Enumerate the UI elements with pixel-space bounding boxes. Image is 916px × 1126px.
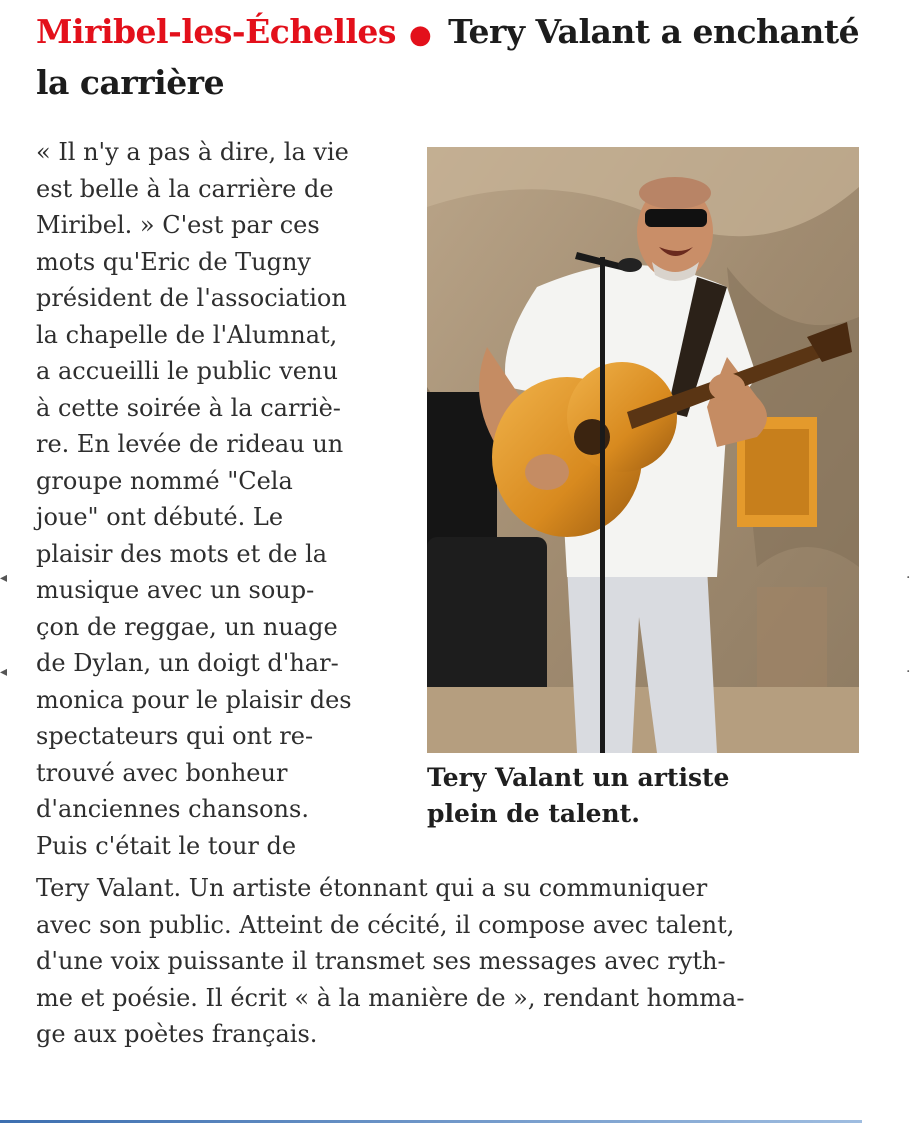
body-line: groupe nommé "Cela [36, 466, 293, 495]
cut-mark: · [906, 664, 911, 680]
body-line: monica pour le plaisir des [36, 685, 352, 714]
body-line: « Il n'y a pas à dire, la vie [36, 138, 349, 166]
body-line: plaisir des mots et de la [36, 539, 328, 568]
headline-bullet: ● [408, 20, 432, 50]
body-line: me et poésie. Il écrit « à la manière de », rendant homma- [36, 983, 745, 1012]
body-line: Puis c'était le tour de [36, 831, 297, 860]
headline-title-line2: la carrière [36, 63, 225, 102]
caption-line1: Tery Valant un artiste [427, 763, 730, 792]
headline [36, 8, 896, 107]
body-line: Tery Valant. Un artiste étonnant qui a su communiquer [36, 874, 708, 902]
body-line: est belle à la carrière de [36, 174, 334, 203]
body-line: joue" ont débuté. Le [36, 503, 284, 531]
body-line: d'anciennes chansons. [36, 795, 309, 823]
body-line: re. En levée de rideau un [36, 430, 344, 458]
headline-title-line1: Tery Valant a enchanté [448, 12, 860, 51]
cut-mark: ◂ [0, 664, 8, 680]
cut-mark: · [906, 570, 911, 586]
article-body-column [36, 134, 416, 864]
body-line: la chapelle de l'Alumnat, [36, 320, 338, 349]
article-body-full [36, 870, 876, 1053]
body-line: à cette soirée à la carriè- [36, 393, 341, 422]
cut-mark: ◂ [0, 570, 8, 586]
body-line: de Dylan, un doigt d'har- [36, 649, 339, 677]
body-line: çon de reggae, un nuage [36, 612, 338, 641]
headline-place: Miribel-les-Échelles [36, 12, 396, 51]
bottom-rule [0, 1120, 862, 1123]
body-line: Miribel. » C'est par ces [36, 211, 320, 239]
body-line: ge aux poètes français. [36, 1020, 318, 1048]
photo-caption [427, 760, 847, 832]
body-line: a accueilli le public venu [36, 357, 338, 385]
body-line: d'une voix puissante il transmet ses messages avec ryth- [36, 947, 726, 975]
photo-illustration [427, 147, 859, 753]
body-line: mots qu'Eric de Tugny [36, 247, 311, 276]
article-photo [427, 147, 859, 753]
body-line: musique avec un soup- [36, 576, 315, 604]
body-line: trouvé avec bonheur [36, 758, 288, 787]
caption-line2: plein de talent. [427, 799, 640, 828]
body-line: spectateurs qui ont re- [36, 722, 314, 750]
body-line: avec son public. Atteint de cécité, il compose avec talent, [36, 910, 735, 939]
body-line: président de l'association [36, 284, 347, 312]
